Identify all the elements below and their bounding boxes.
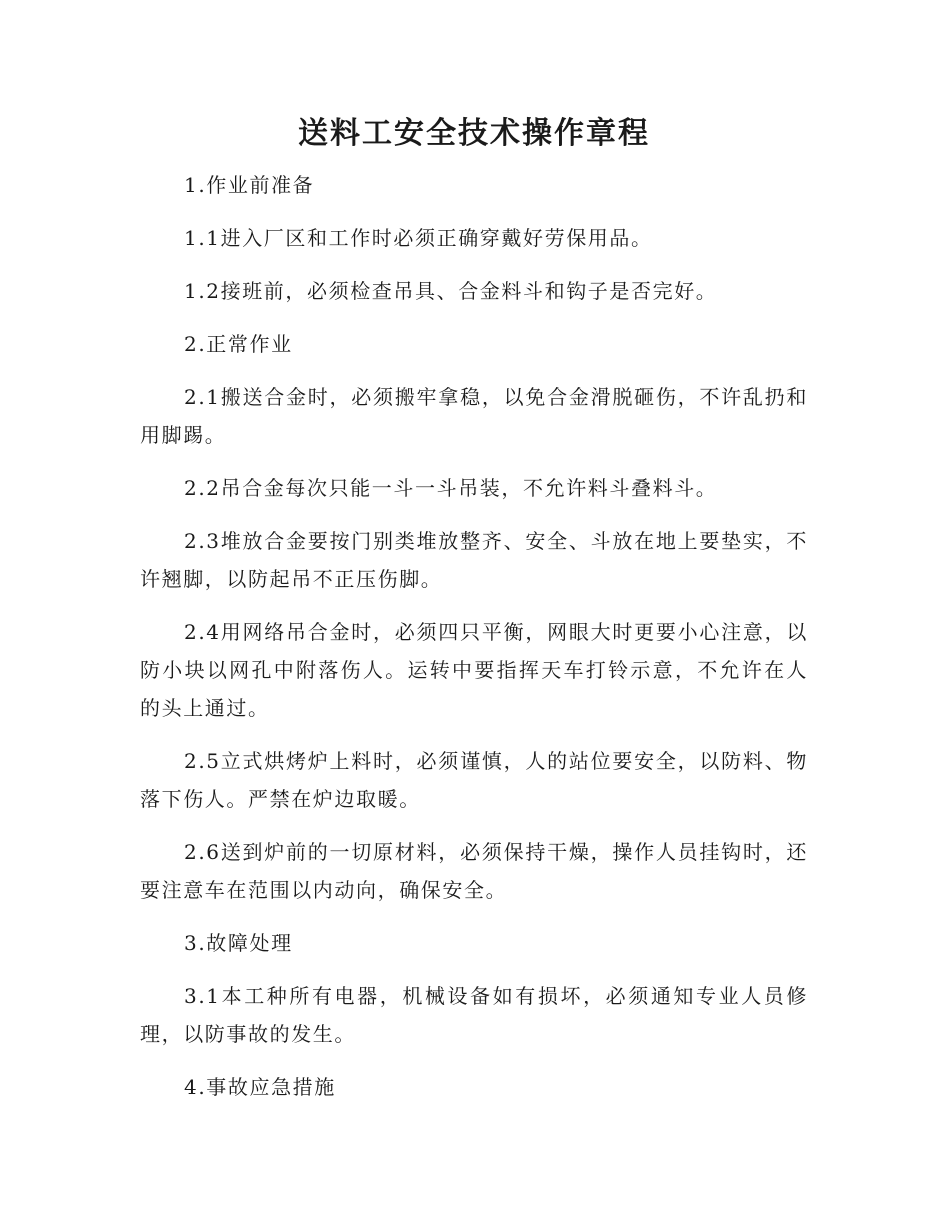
section-heading-emergency-measures: 4.事故应急措施	[184, 1075, 336, 1099]
document-page	[140, 110, 808, 1121]
paragraph: 1.2接班前，必须检查吊具、合金料斗和钩子是否完好。	[184, 279, 718, 303]
section-heading-preparation: 1.作业前准备	[184, 173, 315, 197]
paragraph: 3.1本工种所有电器，机械设备如有损坏，必须通知专业人员修理，以防事故的发生。	[140, 984, 808, 1046]
section-heading-fault-handling: 3.故障处理	[184, 931, 293, 955]
section-heading-normal-operation: 2.正常作业	[184, 332, 293, 356]
document-title: 送料工安全技术操作章程	[298, 116, 650, 151]
paragraph: 2.2吊合金每次只能一斗一斗吊装，不允许料斗叠料斗。	[184, 476, 718, 500]
paragraph: 2.5立式烘烤炉上料时，必须谨慎，人的站位要安全，以防料、物落下伤人。严禁在炉边取暖。	[140, 749, 808, 811]
paragraph: 2.1搬送合金时，必须搬牢拿稳，以免合金滑脱砸伤，不许乱扔和用脚踢。	[140, 385, 808, 447]
paragraph: 1.1进入厂区和工作时必须正确穿戴好劳保用品。	[184, 226, 653, 250]
paragraph: 2.6送到炉前的一切原材料，必须保持干燥，操作人员挂钩时，还要注意车在范围以内动向，确保安全。	[140, 840, 808, 902]
paragraph: 2.4用网络吊合金时，必须四只平衡，网眼大时更要小心注意，以防小块以网孔中附落伤人。运转中要指挥天车打铃示意，不允许在人的头上通过。	[140, 620, 808, 720]
paragraph: 2.3堆放合金要按门别类堆放整齐、安全、斗放在地上要垫实，不许翘脚，以防起吊不正压伤脚。	[140, 529, 808, 591]
